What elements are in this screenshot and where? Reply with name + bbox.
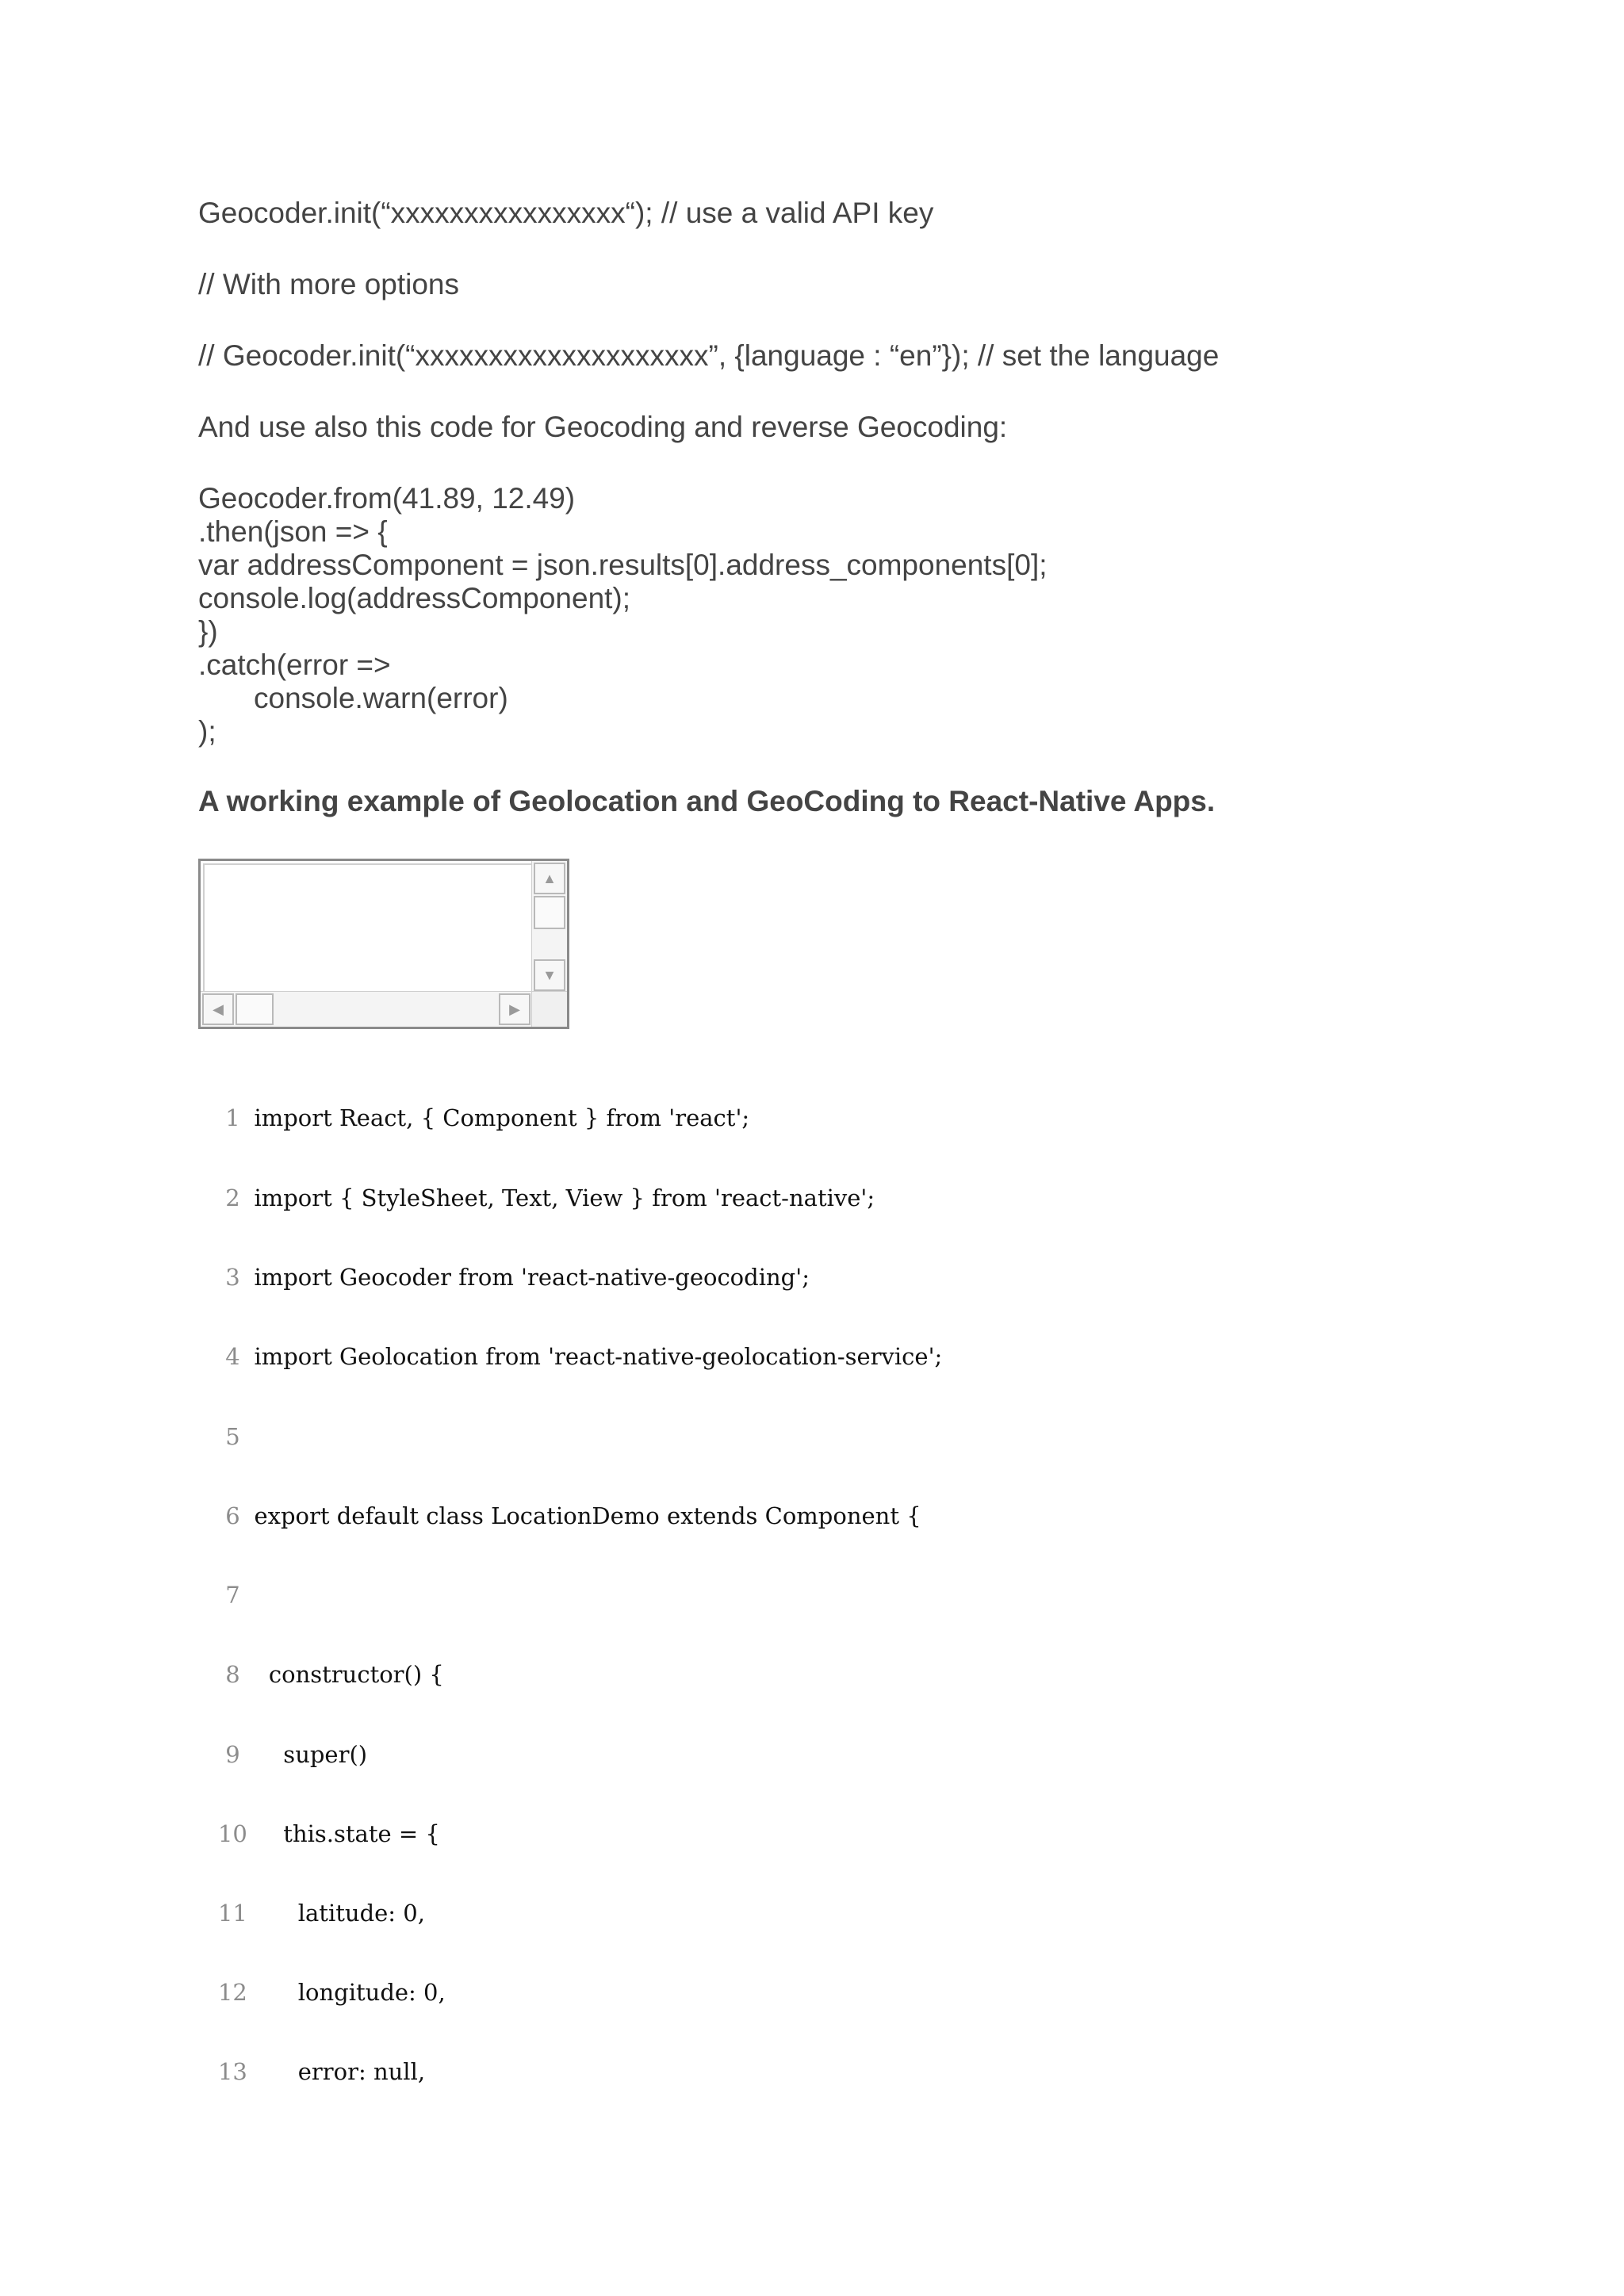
line-number: 9	[225, 1741, 240, 1768]
code-line	[198, 1933, 446, 2006]
line-number: 4	[225, 1343, 240, 1370]
arrow-left-icon: ◀	[213, 1001, 224, 1017]
snippet-line: Geocoder.from(41.89, 12.49)	[198, 482, 576, 515]
reverse-geocoding-intro: And use also this code for Geocoding and reverse Geocoding:	[198, 411, 1008, 443]
code-line	[198, 1536, 254, 1609]
code-text: error: null,	[254, 2058, 426, 2085]
arrow-up-icon: ▲	[542, 871, 557, 886]
code-text: this.state = {	[254, 1820, 440, 1847]
arrow-right-icon: ▶	[509, 1001, 520, 1017]
embedded-code-frame[interactable]	[198, 859, 569, 1029]
scroll-left-button[interactable]	[202, 993, 234, 1025]
line-number: 13	[217, 2058, 247, 2085]
code-line	[198, 1854, 425, 1927]
section-heading: A working example of Geolocation and GeoCoding to React-Native Apps.	[198, 785, 1216, 817]
horizontal-scrollbar[interactable]	[201, 991, 532, 1027]
options-comment: // With more options	[198, 268, 460, 300]
line-number: 1	[225, 1104, 240, 1131]
code-text: import Geolocation from 'react-native-geolocation-service';	[254, 1343, 943, 1370]
snippet-line: .then(json => {	[198, 515, 388, 548]
line-number: 8	[225, 1661, 240, 1688]
snippet-line: .catch(error =>	[198, 649, 391, 681]
code-line	[198, 2012, 426, 2085]
code-text: longitude: 0,	[254, 1979, 446, 2006]
code-text: export default class LocationDemo extends Component {	[254, 1502, 921, 1529]
code-line	[198, 1138, 875, 1211]
geocoder-init-options-line: // Geocoder.init(“xxxxxxxxxxxxxxxxxxxx”, {language : “en”}); // set the language	[198, 339, 1220, 372]
vertical-scrollbar[interactable]	[531, 861, 567, 994]
snippet-line: console.warn(error)	[254, 682, 508, 714]
snippet-line: })	[198, 615, 218, 648]
vertical-scroll-thumb[interactable]	[534, 896, 565, 929]
snippet-line: var addressComponent = json.results[0].address_components[0];	[198, 549, 1048, 581]
code-line	[198, 1377, 254, 1450]
arrow-down-icon: ▼	[542, 967, 557, 983]
line-number: 10	[217, 1820, 247, 1847]
code-line	[198, 1218, 810, 1291]
snippet-line: console.log(addressComponent);	[198, 582, 631, 614]
scrollbar-corner	[531, 991, 567, 1027]
line-number: 6	[225, 1502, 240, 1529]
code-text: import Geocoder from 'react-native-geocoding';	[254, 1264, 810, 1291]
code-text: import React, { Component } from 'react';	[254, 1104, 750, 1131]
line-number: 2	[225, 1184, 240, 1211]
code-line	[198, 1058, 750, 1131]
code-line	[198, 1297, 943, 1370]
code-line	[198, 1456, 921, 1529]
line-number: 7	[225, 1582, 240, 1609]
code-text: import { StyleSheet, Text, View } from 'react-native';	[254, 1184, 875, 1211]
code-text: super()	[254, 1741, 368, 1768]
line-number: 3	[225, 1264, 240, 1291]
line-number: 11	[217, 1900, 247, 1927]
geocoder-init-line: Geocoder.init(“xxxxxxxxxxxxxxxx“); // use a valid API key	[198, 197, 934, 229]
horizontal-scroll-thumb[interactable]	[236, 993, 274, 1025]
line-number: 5	[225, 1423, 240, 1450]
code-line	[198, 1695, 368, 1768]
scroll-right-button[interactable]	[499, 993, 530, 1025]
scroll-up-button[interactable]	[534, 863, 565, 894]
code-text: latitude: 0,	[254, 1900, 425, 1927]
code-line	[198, 1615, 444, 1688]
scroll-down-button[interactable]	[534, 959, 565, 991]
code-text: constructor() {	[254, 1661, 444, 1688]
code-line	[198, 1774, 440, 1847]
snippet-line: );	[198, 715, 216, 748]
line-number: 12	[217, 1979, 247, 2006]
